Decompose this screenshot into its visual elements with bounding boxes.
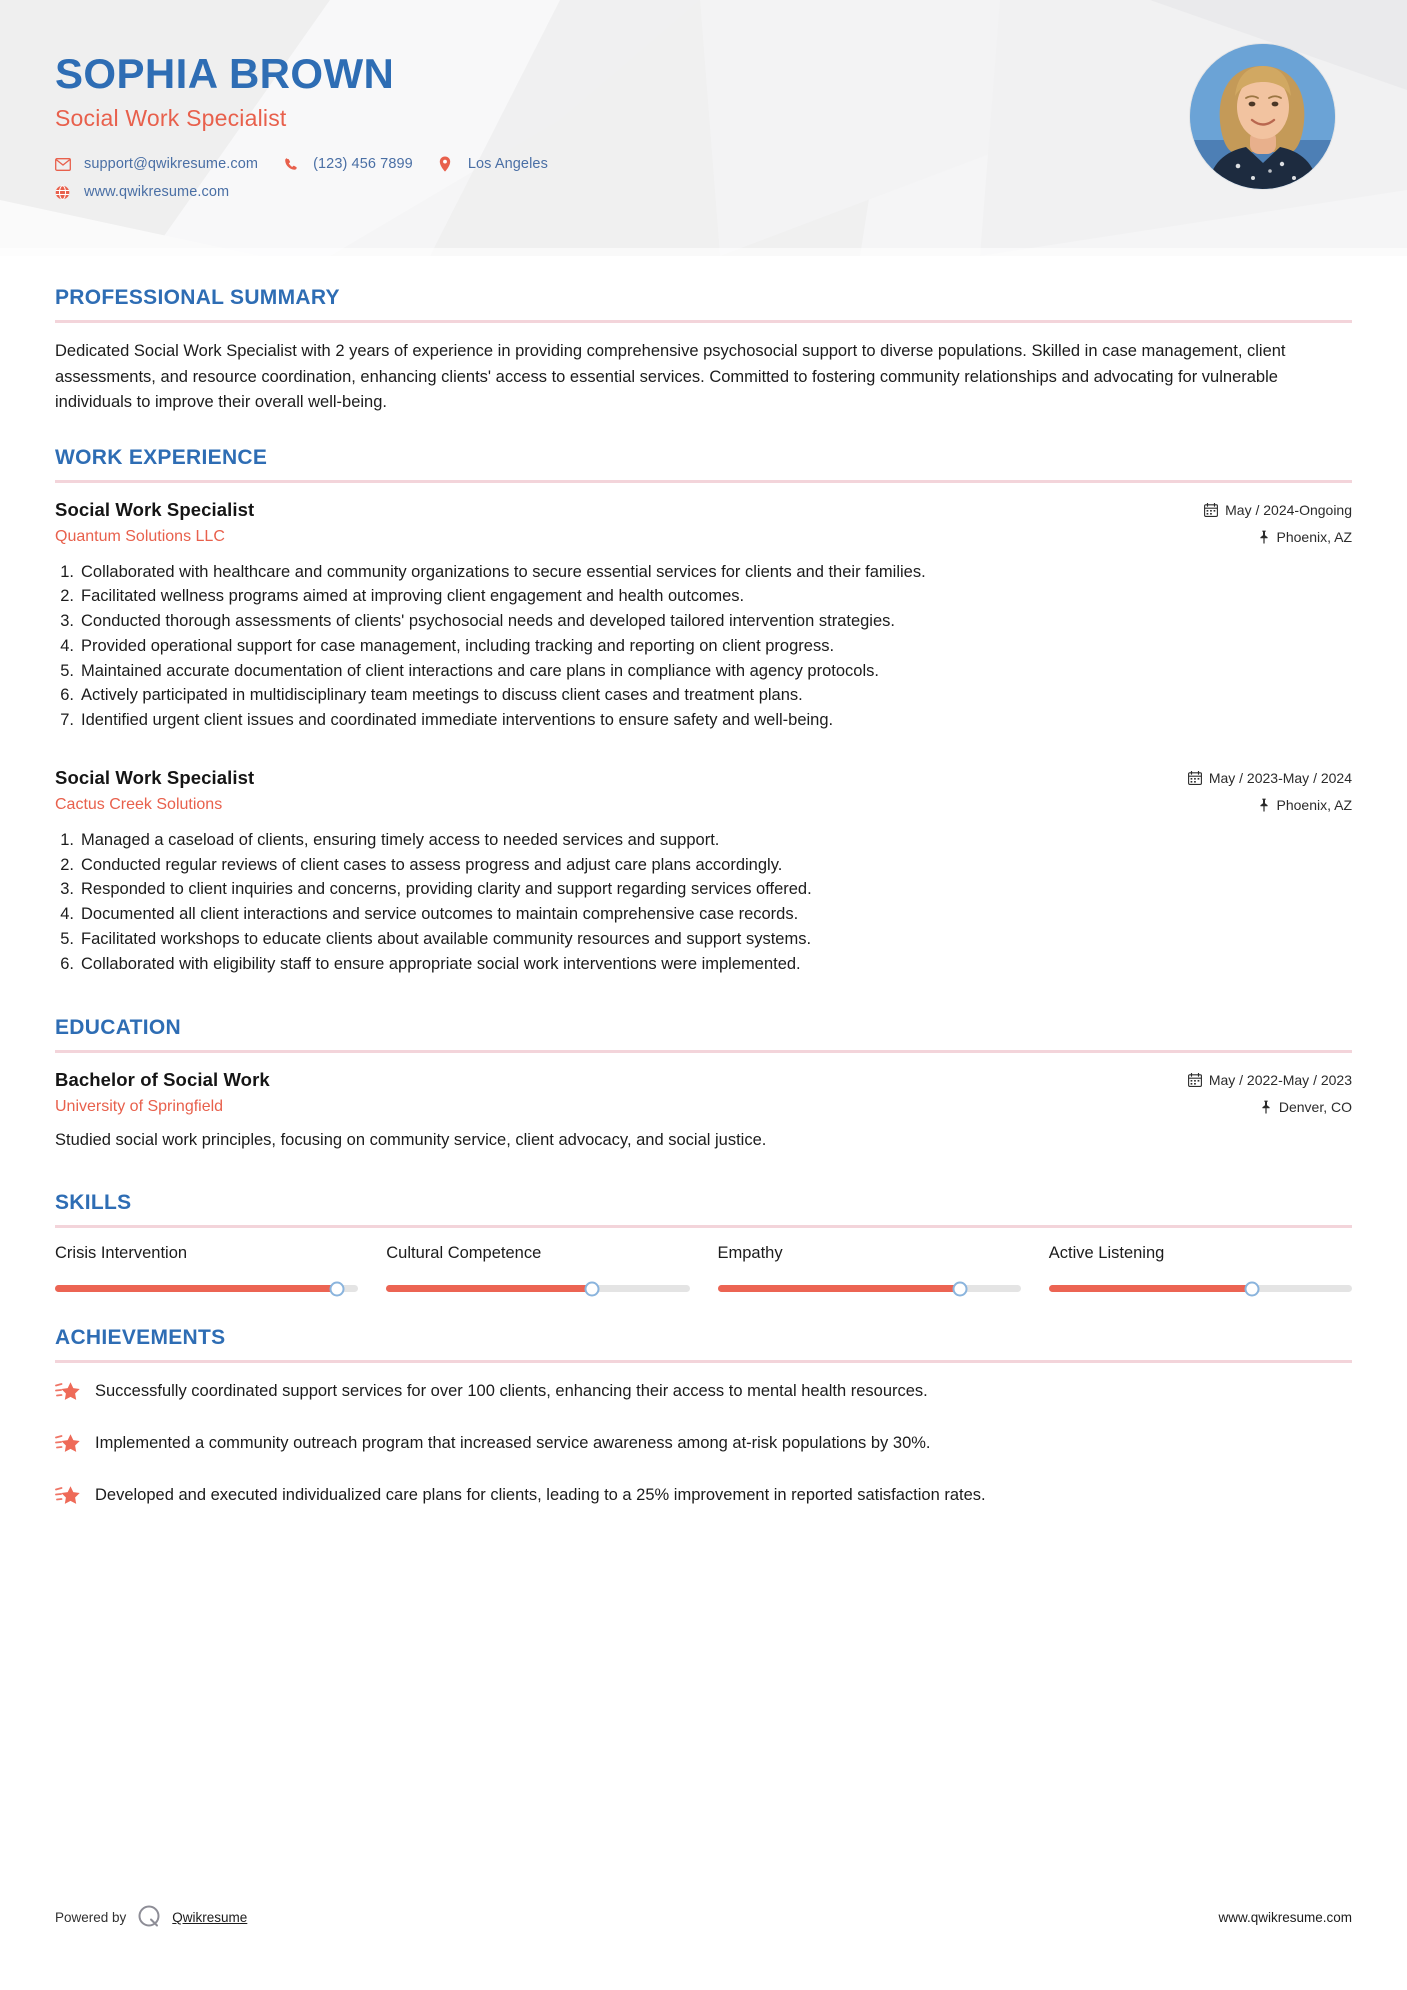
- contact-phone-text: (123) 456 7899: [313, 156, 413, 173]
- summary-text: Dedicated Social Work Specialist with 2 years of experience in providing comprehensive psychosocial support to diverse populations. Skilled in case management, client assessments, and resource coordination, enhancing clients' access to essential services. Committed to fostering community relationships and advocating for vulnerable individuals to improve their overall well-being.: [55, 342, 1286, 412]
- skill-progress-knob[interactable]: [330, 1281, 345, 1296]
- education-degree: Bachelor of Social Work: [55, 1069, 270, 1091]
- contact-email[interactable]: [55, 156, 258, 172]
- experience-entry-header: [55, 767, 1352, 814]
- bullet-number: 3.: [60, 880, 74, 899]
- experience-bullet: [55, 609, 1352, 634]
- resume-body: [0, 286, 1407, 1513]
- section-heading-experience: WORK EXPERIENCE: [55, 445, 268, 469]
- experience-entry-meta: [1204, 499, 1352, 545]
- skill-item: [1049, 1244, 1352, 1292]
- experience-bullet: [55, 828, 1352, 853]
- achievement-text: Successfully coordinated support services for over 100 clients, enhancing their access to mental health resources.: [95, 1382, 928, 1401]
- experience-bullets: [55, 828, 1352, 977]
- contact-row-secondary: [55, 184, 1407, 200]
- experience-bullet: [55, 952, 1352, 977]
- experience-bullets: [55, 560, 1352, 733]
- experience-date: [1204, 502, 1352, 518]
- bullet-text: Identified urgent client issues and coordinated immediate interventions to ensure safety and well-being.: [81, 711, 834, 730]
- skill-item: [55, 1244, 358, 1292]
- experience-date: [1188, 770, 1352, 786]
- section-heading-achievements: ACHIEVEMENTS: [55, 1326, 226, 1350]
- education-entry-identity: [55, 1069, 1188, 1116]
- experience-bullet: [55, 584, 1352, 609]
- experience-entry-header: [55, 499, 1352, 546]
- experience-bullet: [55, 877, 1352, 902]
- experience-company: Quantum Solutions LLC: [55, 527, 225, 545]
- skill-label: Crisis Intervention: [55, 1244, 188, 1263]
- experience-bullet: [55, 708, 1352, 733]
- bullet-text: Maintained accurate documentation of client interactions and care plans in compliance with agency protocols.: [81, 661, 879, 680]
- achievement-text: Implemented a community outreach program that increased service awareness among at-risk populations by 30%.: [95, 1434, 931, 1453]
- bullet-number: 2.: [60, 855, 74, 874]
- avatar: [1190, 44, 1335, 189]
- star-icon: [55, 1431, 95, 1461]
- skill-progress-fill: [386, 1285, 592, 1292]
- section-heading-summary: PROFESSIONAL SUMMARY: [55, 286, 340, 309]
- bullet-text: Facilitated wellness programs aimed at improving client engagement and health outcomes.: [81, 587, 745, 606]
- calendar-icon: [1188, 1073, 1202, 1087]
- achievement-item: [55, 1483, 1352, 1513]
- skill-progress-knob[interactable]: [1244, 1281, 1259, 1296]
- experience-bullet: [55, 927, 1352, 952]
- footer-website: www.qwikresume.com: [1218, 1910, 1352, 1925]
- map-pin-icon: [1258, 530, 1270, 544]
- section-heading-skills: SKILLS: [55, 1191, 132, 1215]
- contact-website[interactable]: [55, 184, 229, 200]
- bullet-number: 2.: [60, 587, 74, 606]
- bullet-number: 4.: [60, 636, 74, 655]
- experience-location-text: Phoenix, AZ: [1276, 528, 1352, 545]
- section-education: [55, 1016, 1352, 1153]
- skill-item: [386, 1244, 689, 1292]
- education-description: Studied social work principles, focusing on community service, client advocacy, and social justice.: [55, 1131, 767, 1150]
- bullet-number: 4.: [60, 905, 74, 924]
- skill-progress-track[interactable]: [1049, 1285, 1352, 1292]
- achievement-text: Developed and executed individualized care plans for clients, leading to a 25% improvement in reported satisfaction rates.: [95, 1486, 986, 1505]
- experience-role: Social Work Specialist: [55, 498, 255, 520]
- section-divider: [55, 1360, 1352, 1363]
- section-divider: [55, 480, 1352, 483]
- contact-location: [439, 156, 548, 172]
- section-divider: [55, 320, 1352, 323]
- bullet-number: 6.: [60, 686, 74, 705]
- experience-location-text: Phoenix, AZ: [1276, 796, 1352, 813]
- page-footer: [55, 1903, 1352, 1932]
- skills-grid: [55, 1244, 1352, 1292]
- bullet-number: 5.: [60, 929, 74, 948]
- experience-location: [1204, 529, 1352, 545]
- education-location-text: Denver, CO: [1278, 1099, 1352, 1116]
- experience-bullet: [55, 659, 1352, 684]
- education-location: [1188, 1099, 1352, 1115]
- experience-location: [1188, 797, 1352, 813]
- skill-label: Active Listening: [1048, 1244, 1165, 1263]
- experience-date-text: May / 2024-Ongoing: [1225, 501, 1352, 518]
- skill-progress-fill: [718, 1285, 961, 1292]
- phone-icon: [284, 157, 304, 172]
- skill-label: Cultural Competence: [386, 1244, 542, 1263]
- map-pin-icon: [1258, 798, 1270, 812]
- skill-label: Empathy: [717, 1244, 783, 1263]
- experience-entry-meta: [1188, 767, 1352, 813]
- bullet-text: Conducted regular reviews of client cases to assess progress and adjust care plans accordingly.: [81, 855, 783, 874]
- skill-progress-track[interactable]: [386, 1285, 689, 1292]
- job-title: Social Work Specialist: [55, 105, 287, 132]
- experience-list: [55, 499, 1352, 977]
- experience-date-text: May / 2023-May / 2024: [1208, 769, 1352, 786]
- skill-progress-fill: [1049, 1285, 1252, 1292]
- bullet-text: Collaborated with eligibility staff to ensure appropriate social work interventions were implemented.: [81, 954, 801, 973]
- section-divider: [55, 1050, 1352, 1053]
- bullet-text: Actively participated in multidisciplinary team meetings to discuss client cases and treatment plans.: [81, 686, 803, 705]
- skill-progress-knob[interactable]: [585, 1281, 600, 1296]
- section-skills: [55, 1191, 1352, 1292]
- achievement-item: [55, 1379, 1352, 1409]
- page-title: SOPHIA BROWN: [55, 50, 395, 97]
- skill-item: [718, 1244, 1021, 1292]
- map-pin-icon: [1260, 1100, 1272, 1114]
- education-entry: [55, 1069, 1352, 1153]
- bullet-number: 3.: [60, 612, 74, 631]
- education-date: [1188, 1072, 1352, 1088]
- education-list: [55, 1069, 1352, 1153]
- footer-powered-by: [55, 1903, 247, 1932]
- contact-email-text: support@qwikresume.com: [84, 156, 259, 173]
- section-professional-summary: [55, 286, 1352, 416]
- achievement-item: [55, 1431, 1352, 1461]
- bullet-number: 5.: [60, 661, 74, 680]
- experience-entry: [55, 767, 1352, 977]
- bullet-number: 1.: [60, 830, 74, 849]
- skill-progress-fill: [55, 1285, 337, 1292]
- skill-progress-track[interactable]: [718, 1285, 1021, 1292]
- experience-bullet: [55, 853, 1352, 878]
- experience-bullet: [55, 683, 1352, 708]
- experience-entry-identity: [55, 499, 1204, 546]
- footer-powered-label: Powered by: [55, 1910, 127, 1925]
- section-divider: [55, 1225, 1352, 1228]
- bullet-number: 7.: [60, 711, 74, 730]
- contact-phone[interactable]: [284, 156, 413, 172]
- bullet-number: 1.: [60, 562, 74, 581]
- calendar-icon: [1204, 503, 1218, 517]
- section-heading-education: EDUCATION: [55, 1016, 181, 1040]
- bullet-text: Facilitated workshops to educate clients about available community resources and support systems.: [81, 929, 812, 948]
- bullet-text: Conducted thorough assessments of clients' psychosocial needs and developed tailored intervention strategies.: [81, 612, 895, 631]
- bullet-text: Managed a caseload of clients, ensuring timely access to needed services and support.: [81, 830, 720, 849]
- experience-role: Social Work Specialist: [55, 766, 255, 788]
- footer-brand-link[interactable]: Qwikresume: [172, 1910, 248, 1925]
- location-pin-icon: [439, 156, 459, 172]
- section-achievements: [55, 1326, 1352, 1513]
- education-entry-meta: [1188, 1069, 1352, 1115]
- qwikresume-logo-icon: [136, 1903, 162, 1932]
- resume-header: [0, 0, 1407, 256]
- bullet-text: Provided operational support for case management, including tracking and reporting on client progress.: [81, 636, 835, 655]
- education-entry-header: [55, 1069, 1352, 1116]
- contact-website-text: www.qwikresume.com: [84, 184, 230, 201]
- star-icon: [55, 1379, 95, 1409]
- contact-location-text: Los Angeles: [467, 156, 548, 173]
- bullet-text: Documented all client interactions and service outcomes to maintain comprehensive case records.: [81, 905, 799, 924]
- experience-entry-identity: [55, 767, 1188, 814]
- contact-block: [55, 156, 1407, 200]
- experience-bullet: [55, 634, 1352, 659]
- experience-bullet: [55, 560, 1352, 585]
- bullet-number: 6.: [60, 954, 74, 973]
- email-icon: [55, 158, 75, 171]
- skill-progress-track[interactable]: [55, 1285, 358, 1292]
- experience-company: Cactus Creek Solutions: [55, 795, 223, 813]
- education-school: University of Springfield: [55, 1098, 224, 1116]
- bullet-text: Responded to client inquiries and concerns, providing clarity and support regarding services offered.: [81, 880, 812, 899]
- bullet-text: Collaborated with healthcare and community organizations to secure essential services for clients and their families.: [81, 562, 926, 581]
- star-icon: [55, 1483, 95, 1513]
- achievements-list: [55, 1379, 1352, 1513]
- calendar-icon: [1188, 771, 1202, 785]
- avatar-illustration: [1190, 44, 1335, 189]
- globe-icon: [55, 185, 75, 200]
- experience-entry: [55, 499, 1352, 733]
- experience-bullet: [55, 902, 1352, 927]
- section-work-experience: [55, 446, 1352, 977]
- skill-progress-knob[interactable]: [953, 1281, 968, 1296]
- education-date-text: May / 2022-May / 2023: [1208, 1072, 1352, 1089]
